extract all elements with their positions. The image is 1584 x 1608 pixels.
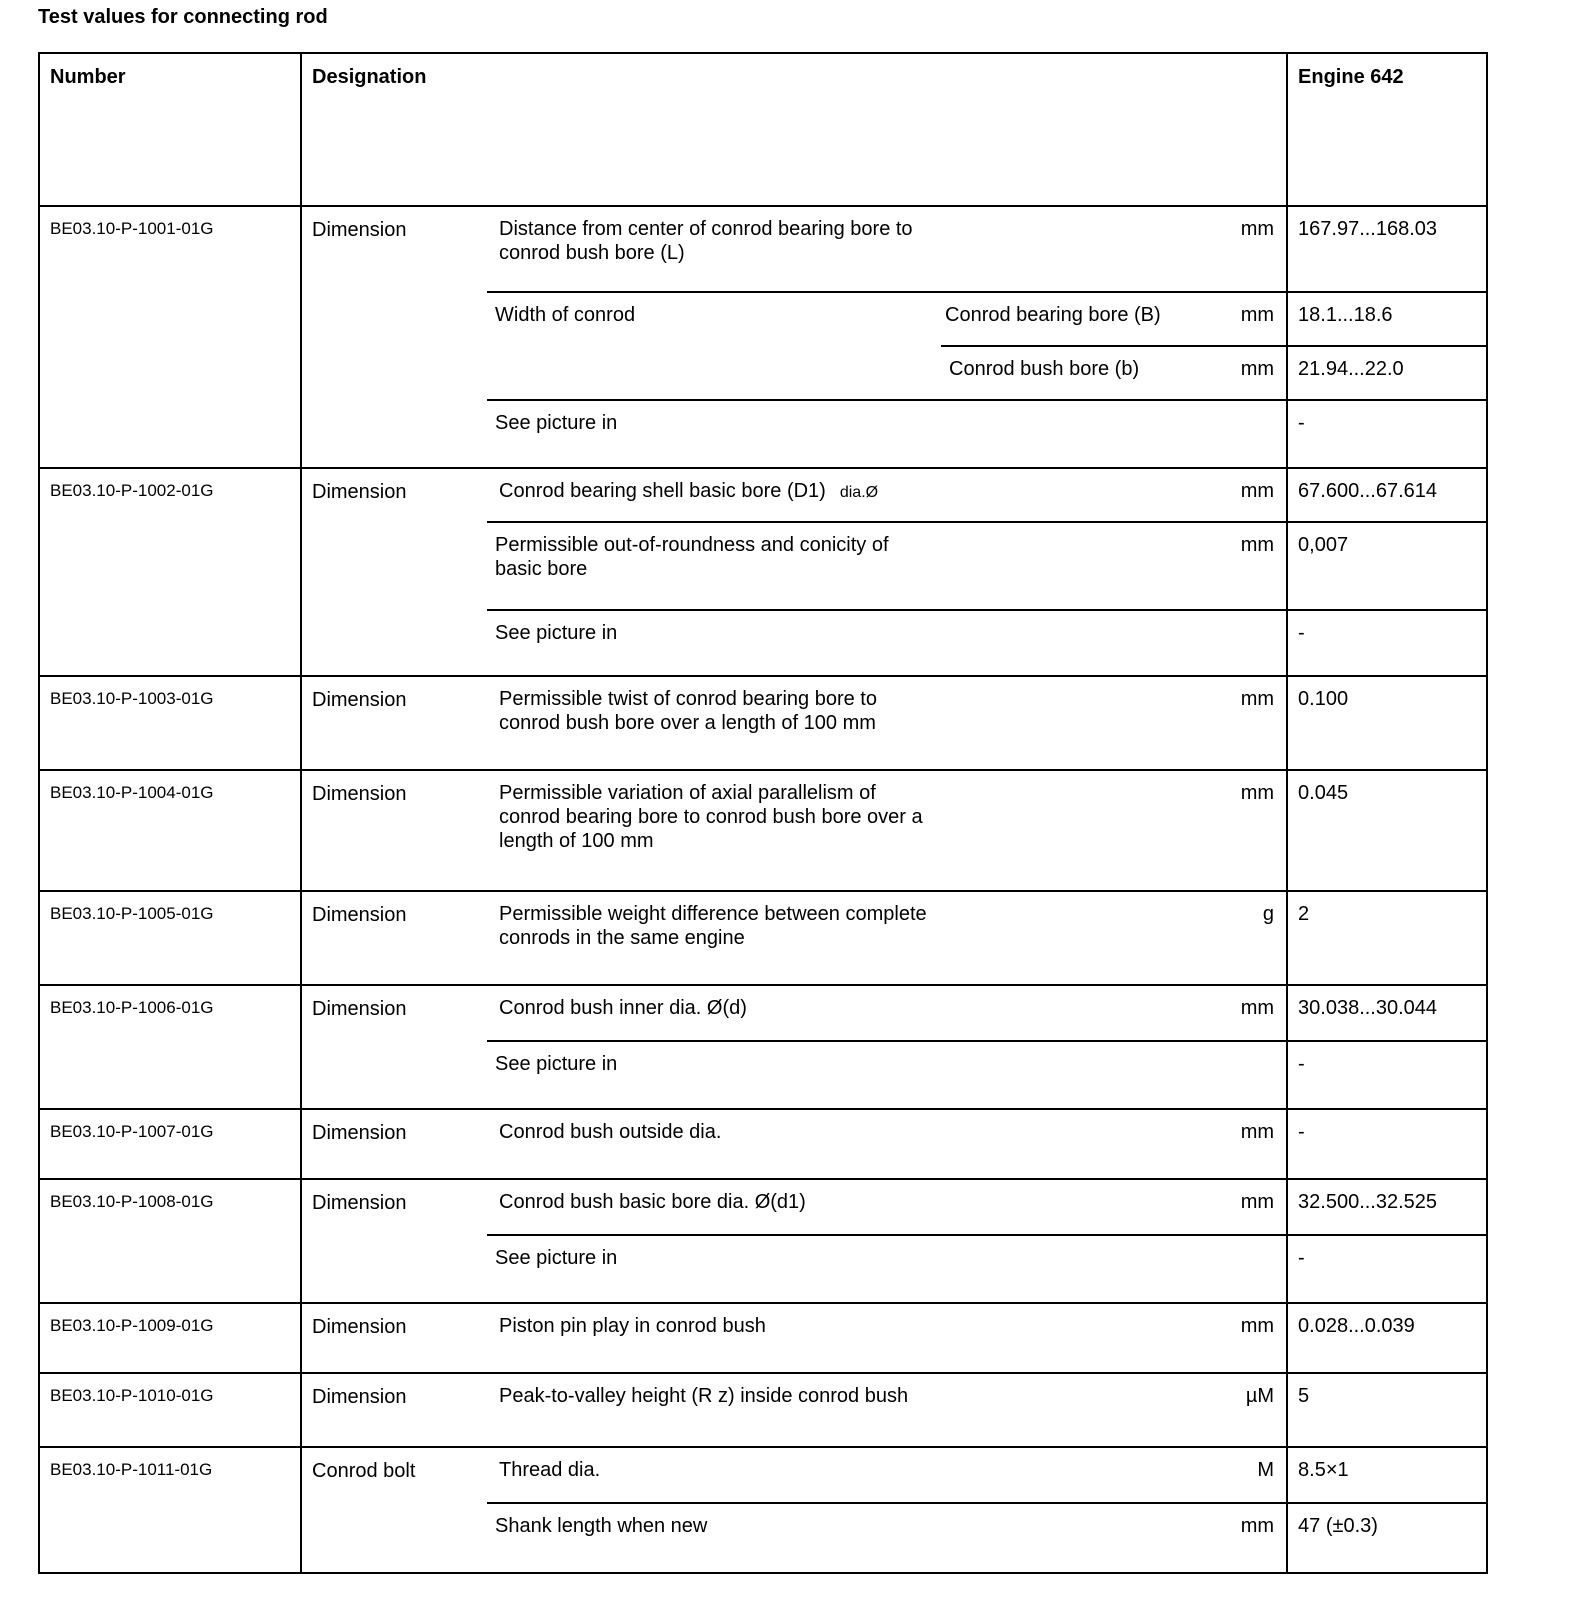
row-details xyxy=(491,468,1287,676)
detail-unit: mm xyxy=(1240,1191,1275,1213)
detail-text-label: Permissible twist of conrod bearing bore to conrod bush bore over a length of 100 mm xyxy=(499,688,877,734)
row-designation: Dimension xyxy=(301,206,491,468)
detail-unit: mm xyxy=(1240,304,1275,326)
detail-text xyxy=(491,1304,941,1372)
detail-unit: mm xyxy=(1240,534,1275,556)
detail-line xyxy=(491,1110,1286,1178)
row-number: BE03.10-P-1004-01G xyxy=(39,770,301,891)
detail-subtext xyxy=(937,1504,1226,1572)
detail-text-label: Conrod bearing shell basic bore (D1) xyxy=(499,480,826,502)
detail-text xyxy=(491,1180,941,1234)
detail-subtext xyxy=(937,611,1226,675)
table-row xyxy=(39,1303,1487,1373)
table-row xyxy=(39,1179,1487,1303)
detail-text xyxy=(487,1236,937,1302)
detail-text-label: See picture in xyxy=(495,1053,618,1075)
table-row xyxy=(39,770,1487,891)
detail-line xyxy=(491,469,1286,521)
row-values xyxy=(1287,985,1487,1109)
row-values xyxy=(1287,1179,1487,1303)
row-designation: Dimension xyxy=(301,1179,491,1303)
engine-value: 167.97...168.03 xyxy=(1298,218,1438,240)
row-number: BE03.10-P-1002-01G xyxy=(39,468,301,676)
table-header-row xyxy=(39,53,1487,206)
engine-value: 5 xyxy=(1298,1385,1310,1407)
row-values xyxy=(1287,1373,1487,1447)
row-values xyxy=(1287,891,1487,985)
detail-text-label: Conrod bush outside dia. xyxy=(499,1121,722,1143)
detail-text xyxy=(487,401,937,467)
row-number: BE03.10-P-1008-01G xyxy=(39,1179,301,1303)
row-values xyxy=(1287,1447,1487,1573)
detail-line xyxy=(487,1234,1286,1302)
detail-subtext xyxy=(941,771,1226,890)
detail-unit: mm xyxy=(1240,997,1275,1019)
row-details xyxy=(491,891,1287,985)
engine-value: 18.1...18.6 xyxy=(1288,291,1486,345)
header-designation: Designation xyxy=(301,53,1287,206)
detail-subtext xyxy=(937,1236,1226,1302)
row-details xyxy=(491,985,1287,1109)
engine-value: - xyxy=(1288,609,1486,675)
detail-line xyxy=(491,1304,1286,1372)
detail-unit xyxy=(1226,401,1286,467)
engine-value: - xyxy=(1288,1040,1486,1108)
detail-text xyxy=(487,1042,937,1108)
row-values xyxy=(1287,1303,1487,1373)
detail-text-label: Permissible variation of axial parallelism of conrod bearing bore to conrod bush bore over a length of 100 mm xyxy=(499,782,923,852)
table-row xyxy=(39,985,1487,1109)
engine-value: 0,007 xyxy=(1288,521,1486,609)
detail-unit: mm xyxy=(1240,782,1275,804)
detail-note: dia.Ø xyxy=(839,484,879,501)
detail-line xyxy=(487,1040,1286,1108)
row-details xyxy=(491,1179,1287,1303)
row-details xyxy=(491,676,1287,770)
row-designation: Dimension xyxy=(301,468,491,676)
engine-value: - xyxy=(1288,399,1486,467)
detail-line xyxy=(491,892,1286,984)
detail-subtext: Conrod bush bore (b) xyxy=(941,345,1226,399)
detail-subtext xyxy=(941,1304,1226,1372)
detail-text-label: Conrod bush basic bore dia. Ø(d1) xyxy=(499,1191,806,1213)
row-number: BE03.10-P-1009-01G xyxy=(39,1303,301,1373)
detail-text xyxy=(487,293,937,345)
detail-unit: mm xyxy=(1240,1515,1275,1537)
row-number: BE03.10-P-1006-01G xyxy=(39,985,301,1109)
row-number: BE03.10-P-1011-01G xyxy=(39,1447,301,1573)
detail-unit xyxy=(1226,611,1286,675)
detail-subtext xyxy=(941,469,1226,521)
detail-subtext xyxy=(941,1374,1226,1446)
detail-subtext xyxy=(941,1110,1226,1178)
detail-text-label: See picture in xyxy=(495,622,618,644)
detail-unit: mm xyxy=(1240,1315,1275,1337)
detail-subtext xyxy=(941,677,1226,769)
row-details xyxy=(491,1303,1287,1373)
detail-text xyxy=(491,469,941,521)
row-designation: Dimension xyxy=(301,1373,491,1447)
detail-text-label: Piston pin play in conrod bush xyxy=(499,1315,766,1337)
detail-subtext xyxy=(937,1042,1226,1108)
detail-line xyxy=(491,771,1286,890)
detail-subtext: Conrod bearing bore (B) xyxy=(945,304,1161,326)
detail-text xyxy=(491,345,941,399)
detail-text xyxy=(491,986,941,1040)
detail-line xyxy=(491,677,1286,769)
engine-value: - xyxy=(1298,1121,1305,1143)
row-designation: Dimension xyxy=(301,1303,491,1373)
row-designation: Dimension xyxy=(301,985,491,1109)
engine-value: 0.028...0.039 xyxy=(1298,1315,1415,1337)
detail-line xyxy=(487,291,1286,345)
row-designation: Dimension xyxy=(301,1109,491,1179)
detail-text-label: Conrod bush inner dia. Ø(d) xyxy=(499,997,747,1019)
detail-subtext xyxy=(937,401,1226,467)
detail-unit: mm xyxy=(1240,218,1275,240)
row-values xyxy=(1287,676,1487,770)
detail-text-label: Peak-to-valley height (R z) inside conrod bush xyxy=(499,1385,909,1407)
detail-text xyxy=(487,1504,937,1572)
detail-subtext xyxy=(937,523,1226,609)
detail-line xyxy=(491,1448,1286,1502)
engine-value: - xyxy=(1288,1234,1486,1302)
detail-text xyxy=(491,1448,941,1502)
row-designation: Dimension xyxy=(301,676,491,770)
detail-line xyxy=(491,207,1286,291)
row-designation: Dimension xyxy=(301,891,491,985)
detail-line xyxy=(487,399,1286,467)
detail-unit: M xyxy=(1257,1459,1275,1481)
engine-value: 21.94...22.0 xyxy=(1288,345,1486,399)
detail-text-label: See picture in xyxy=(495,1247,618,1269)
table-row xyxy=(39,1447,1487,1573)
row-number: BE03.10-P-1010-01G xyxy=(39,1373,301,1447)
detail-unit xyxy=(1226,1042,1286,1108)
detail-line xyxy=(491,1374,1286,1446)
detail-text-label: Distance from center of conrod bearing bore to conrod bush bore (L) xyxy=(499,218,913,264)
detail-line xyxy=(491,986,1286,1040)
detail-subtext xyxy=(941,986,1226,1040)
row-designation: Dimension xyxy=(301,770,491,891)
table-row xyxy=(39,1373,1487,1447)
table-row xyxy=(39,468,1487,676)
detail-text-label: Permissible weight difference between complete conrods in the same engine xyxy=(499,903,927,949)
row-values xyxy=(1287,468,1487,676)
detail-subtext xyxy=(941,1180,1226,1234)
row-number: BE03.10-P-1007-01G xyxy=(39,1109,301,1179)
row-values xyxy=(1287,1109,1487,1179)
header-engine: Engine 642 xyxy=(1287,53,1487,206)
detail-unit: mm xyxy=(1240,480,1275,502)
row-designation: Conrod bolt xyxy=(301,1447,491,1573)
detail-text-label: Shank length when new xyxy=(495,1515,708,1537)
engine-value: 30.038...30.044 xyxy=(1298,997,1438,1019)
detail-text xyxy=(487,611,937,675)
engine-value: 47 (±0.3) xyxy=(1288,1502,1486,1572)
detail-text xyxy=(491,677,941,769)
test-values-table xyxy=(38,52,1488,1574)
row-number: BE03.10-P-1003-01G xyxy=(39,676,301,770)
detail-line xyxy=(491,1180,1286,1234)
detail-text-label: Thread dia. xyxy=(499,1459,601,1481)
table-row xyxy=(39,891,1487,985)
table-row xyxy=(39,676,1487,770)
detail-line xyxy=(487,1502,1286,1572)
detail-unit: mm xyxy=(1240,1121,1275,1143)
detail-subtext xyxy=(941,1448,1226,1502)
detail-line xyxy=(487,521,1286,609)
row-details xyxy=(491,1373,1287,1447)
engine-value: 0.045 xyxy=(1298,782,1349,804)
table-row xyxy=(39,1109,1487,1179)
row-number: BE03.10-P-1005-01G xyxy=(39,891,301,985)
engine-value: 2 xyxy=(1298,903,1310,925)
detail-unit: mm xyxy=(1240,688,1275,710)
detail-line xyxy=(491,345,1286,399)
row-details xyxy=(491,1447,1287,1573)
detail-text xyxy=(491,771,941,890)
detail-line xyxy=(487,609,1286,675)
detail-subtext xyxy=(941,207,1226,291)
detail-text xyxy=(491,1110,941,1178)
header-number: Number xyxy=(39,53,301,206)
detail-text-label: Width of conrod xyxy=(495,304,636,326)
row-values xyxy=(1287,206,1487,468)
engine-value: 0.100 xyxy=(1298,688,1349,710)
row-details xyxy=(491,1109,1287,1179)
detail-text xyxy=(491,207,941,291)
detail-text xyxy=(491,1374,941,1446)
engine-value: 67.600...67.614 xyxy=(1298,480,1438,502)
detail-unit: µM xyxy=(1245,1385,1275,1407)
detail-text-label: Permissible out-of-roundness and conicity of basic bore xyxy=(495,534,889,580)
row-values xyxy=(1287,770,1487,891)
row-number: BE03.10-P-1001-01G xyxy=(39,206,301,468)
engine-value: 32.500...32.525 xyxy=(1298,1191,1438,1213)
engine-value: 8.5×1 xyxy=(1298,1459,1349,1481)
detail-subtext xyxy=(941,892,1226,984)
detail-unit: mm xyxy=(1226,345,1286,399)
detail-text-label: See picture in xyxy=(495,412,618,434)
detail-text xyxy=(491,892,941,984)
detail-unit: g xyxy=(1262,903,1275,925)
row-details xyxy=(491,770,1287,891)
page-title: Test values for connecting rod xyxy=(38,6,328,28)
table-row xyxy=(39,206,1487,468)
detail-text xyxy=(487,523,937,609)
row-details xyxy=(491,206,1287,468)
detail-unit xyxy=(1226,1236,1286,1302)
